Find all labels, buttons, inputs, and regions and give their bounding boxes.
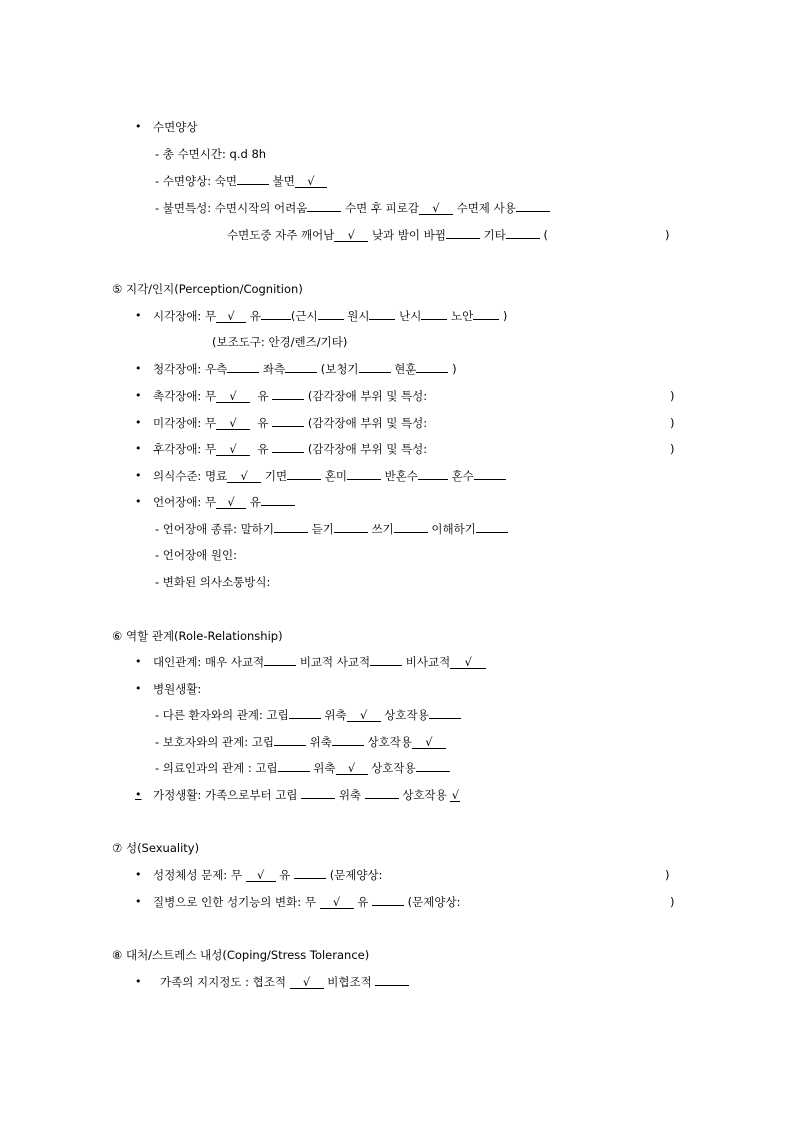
smell-impairment: 후각장애: 무 √ 유 (감각장애 부위 및 특성: bbox=[153, 442, 428, 456]
speech-impairment: 언어장애: 무 √ 유 bbox=[153, 495, 295, 509]
sexual-identity: 성정체성 문제: 무 √ 유 (문제양상: bbox=[153, 868, 383, 882]
sleep-characteristics: - 불면특성: 수면시작의 어려움 수면 후 피로감 √ 수면제 사용 bbox=[155, 201, 550, 215]
taste-impairment: 미각장애: 무 √ 유 (감각장애 부위 및 특성: bbox=[153, 416, 428, 430]
perception-title: ⑤ 지각/인지(Perception/Cognition) bbox=[112, 282, 303, 296]
sleep-total: - 총 수면시간: q.d 8h bbox=[155, 147, 267, 161]
touch-impairment: 촉각장애: 무 √ 유 (감각장애 부위 및 특성: bbox=[153, 389, 428, 403]
sleep-characteristics-2: 수면도중 자주 깨어남 √ 낮과 밤이 바뀜 기타 ( bbox=[227, 228, 548, 242]
bullet: • bbox=[135, 309, 142, 322]
close-paren: ) bbox=[665, 868, 670, 882]
sleep-pattern: - 수면양상: 숙면 불면 √ bbox=[155, 174, 327, 188]
speech-alternative: - 변화된 의사소통방식: bbox=[155, 575, 271, 589]
staff-relations: - 의료인과의 관계 : 고립 위축 √ 상호작용 bbox=[155, 761, 450, 775]
close-paren: ) bbox=[665, 228, 670, 242]
hospital-life: 병원생활: bbox=[153, 682, 202, 696]
bullet: • bbox=[135, 655, 142, 668]
bullet: • bbox=[135, 442, 142, 455]
hearing-impairment: 청각장애: 우측 좌측 (보청기 현훈 ) bbox=[153, 362, 457, 376]
bullet: • bbox=[135, 495, 142, 508]
patient-relations: - 다른 환자와의 관계: 고립 위축 √ 상호작용 bbox=[155, 708, 461, 722]
bullet: • bbox=[135, 682, 142, 695]
coping-title: ⑧ 대처/스트레스 내성(Coping/Stress Tolerance) bbox=[112, 948, 370, 962]
close-paren: ) bbox=[670, 389, 675, 403]
bullet: • bbox=[135, 389, 142, 402]
consciousness-level: 의식수준: 명료 √ 기면 혼미 반혼수 혼수 bbox=[153, 469, 506, 483]
bullet: • bbox=[135, 469, 142, 482]
family-life: 가정생활: 가족으로부터 고립 위축 상호작용 √ bbox=[153, 788, 460, 802]
family-support: 가족의 지지정도 : 협조적 √ 비협조적 bbox=[160, 975, 409, 989]
sexuality-title: ⑦ 성(Sexuality) bbox=[112, 841, 200, 855]
speech-cause: - 언어장애 원인: bbox=[155, 548, 237, 562]
bullet: • bbox=[135, 975, 142, 988]
social-relations: 대인관계: 매우 사교적 비교적 사교적 비사교적 √ bbox=[153, 655, 486, 669]
close-paren: ) bbox=[670, 442, 675, 456]
sexual-function-change: 질병으로 인한 성기능의 변화: 무 √ 유 (문제양상: bbox=[153, 895, 461, 909]
speech-type: - 언어장애 종류: 말하기 듣기 쓰기 이해하기 bbox=[155, 522, 508, 536]
bullet: • bbox=[135, 895, 142, 908]
bullet: • bbox=[135, 120, 142, 133]
bullet: • bbox=[135, 868, 142, 881]
close-paren: ) bbox=[670, 416, 675, 430]
sleep-title: 수면양상 bbox=[153, 120, 198, 134]
close-paren: ) bbox=[670, 895, 675, 909]
role-title: ⑥ 역할 관계(Role-Relationship) bbox=[112, 629, 283, 643]
bullet: • bbox=[135, 362, 142, 375]
vision-impairment: 시각장애: 무 √ 유 (근시 원시 난시 노안 ) bbox=[153, 309, 508, 323]
bullet: • bbox=[135, 416, 142, 429]
bullet: • bbox=[135, 788, 142, 801]
vision-aid: (보조도구: 안경/렌즈/기타) bbox=[212, 335, 348, 349]
guardian-relations: - 보호자와의 관계: 고립 위축 상호작용 √ bbox=[155, 735, 446, 749]
